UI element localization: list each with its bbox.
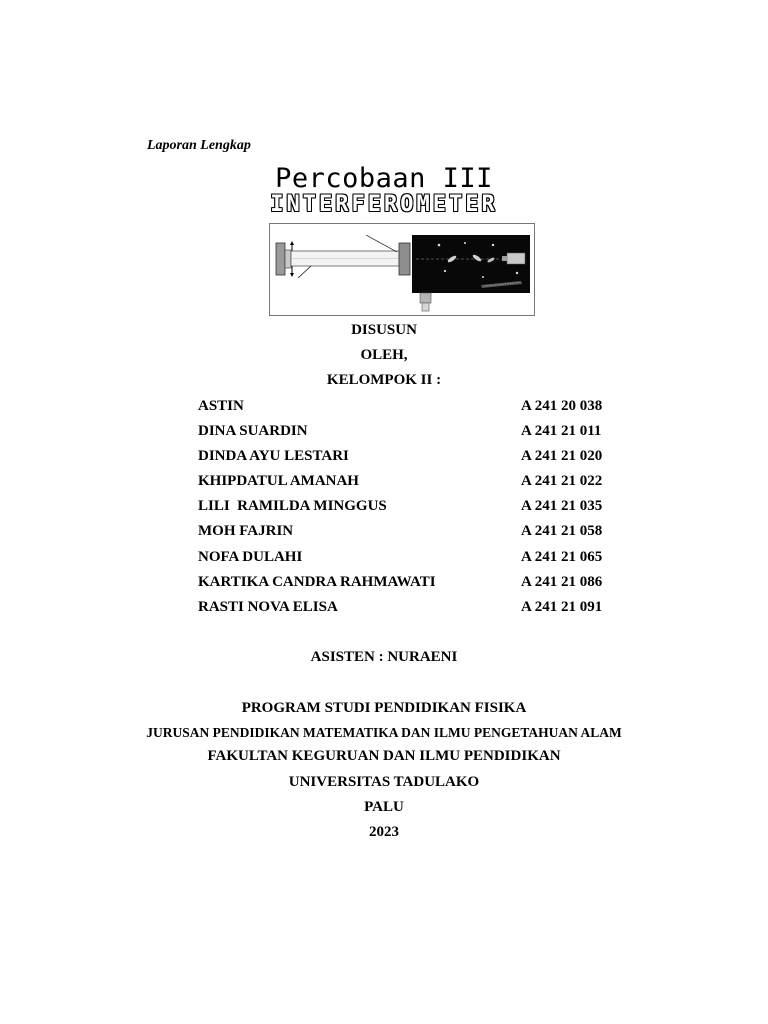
group-label: KELOMPOK II : <box>326 372 442 388</box>
compiled-by-label: DISUSUN <box>351 322 417 338</box>
member-row <box>198 398 618 418</box>
member-name: KHIPDATUL AMANAH <box>198 473 359 489</box>
university: UNIVERSITAS TADULAKO <box>288 774 480 790</box>
member-row <box>198 523 618 543</box>
year: 2023 <box>369 824 399 840</box>
report-type-label: Laporan Lengkap <box>147 138 251 153</box>
city: PALU <box>364 799 404 815</box>
member-student-id: A 241 21 011 <box>521 423 602 439</box>
member-student-id: A 241 21 091 <box>521 599 603 615</box>
member-row <box>198 498 618 518</box>
department: JURUSAN PENDIDIKAN MATEMATIKA DAN ILMU PENGETAHUAN ALAM <box>146 725 622 740</box>
experiment-title: Percobaan III <box>275 163 493 194</box>
member-row <box>198 599 618 619</box>
member-student-id: A 241 21 035 <box>521 498 603 514</box>
study-program: PROGRAM STUDI PENDIDIKAN FISIKA <box>241 700 527 716</box>
member-row <box>198 423 618 443</box>
member-name: DINA SUARDIN <box>198 423 308 439</box>
member-student-id: A 241 21 086 <box>521 574 603 590</box>
member-name: KARTIKA CANDRA RAHMAWATI <box>198 574 436 590</box>
interferometer-apparatus-image <box>269 223 535 316</box>
member-row <box>198 448 618 468</box>
member-student-id: A 241 21 065 <box>521 549 603 565</box>
member-student-id: A 241 20 038 <box>521 398 603 414</box>
member-name: DINDA AYU LESTARI <box>198 448 349 464</box>
member-name: MOH FAJRIN <box>198 523 294 539</box>
member-name: LILI RAMILDA MINGGUS <box>198 498 387 514</box>
assistant-line: ASISTEN : NURAENI <box>310 649 458 665</box>
member-row <box>198 574 618 594</box>
member-student-id: A 241 21 058 <box>521 523 603 539</box>
member-row <box>198 549 618 569</box>
member-row <box>198 473 618 493</box>
by-label: OLEH, <box>360 347 408 363</box>
member-name: RASTI NOVA ELISA <box>198 599 338 615</box>
member-student-id: A 241 21 022 <box>521 473 603 489</box>
member-name: ASTIN <box>198 398 244 414</box>
faculty: FAKULTAN KEGURUAN DAN ILMU PENDIDIKAN <box>207 748 561 764</box>
member-student-id: A 241 21 020 <box>521 448 603 464</box>
report-title: INTERFEROMETER <box>270 192 498 217</box>
member-name: NOFA DULAHI <box>198 549 303 565</box>
